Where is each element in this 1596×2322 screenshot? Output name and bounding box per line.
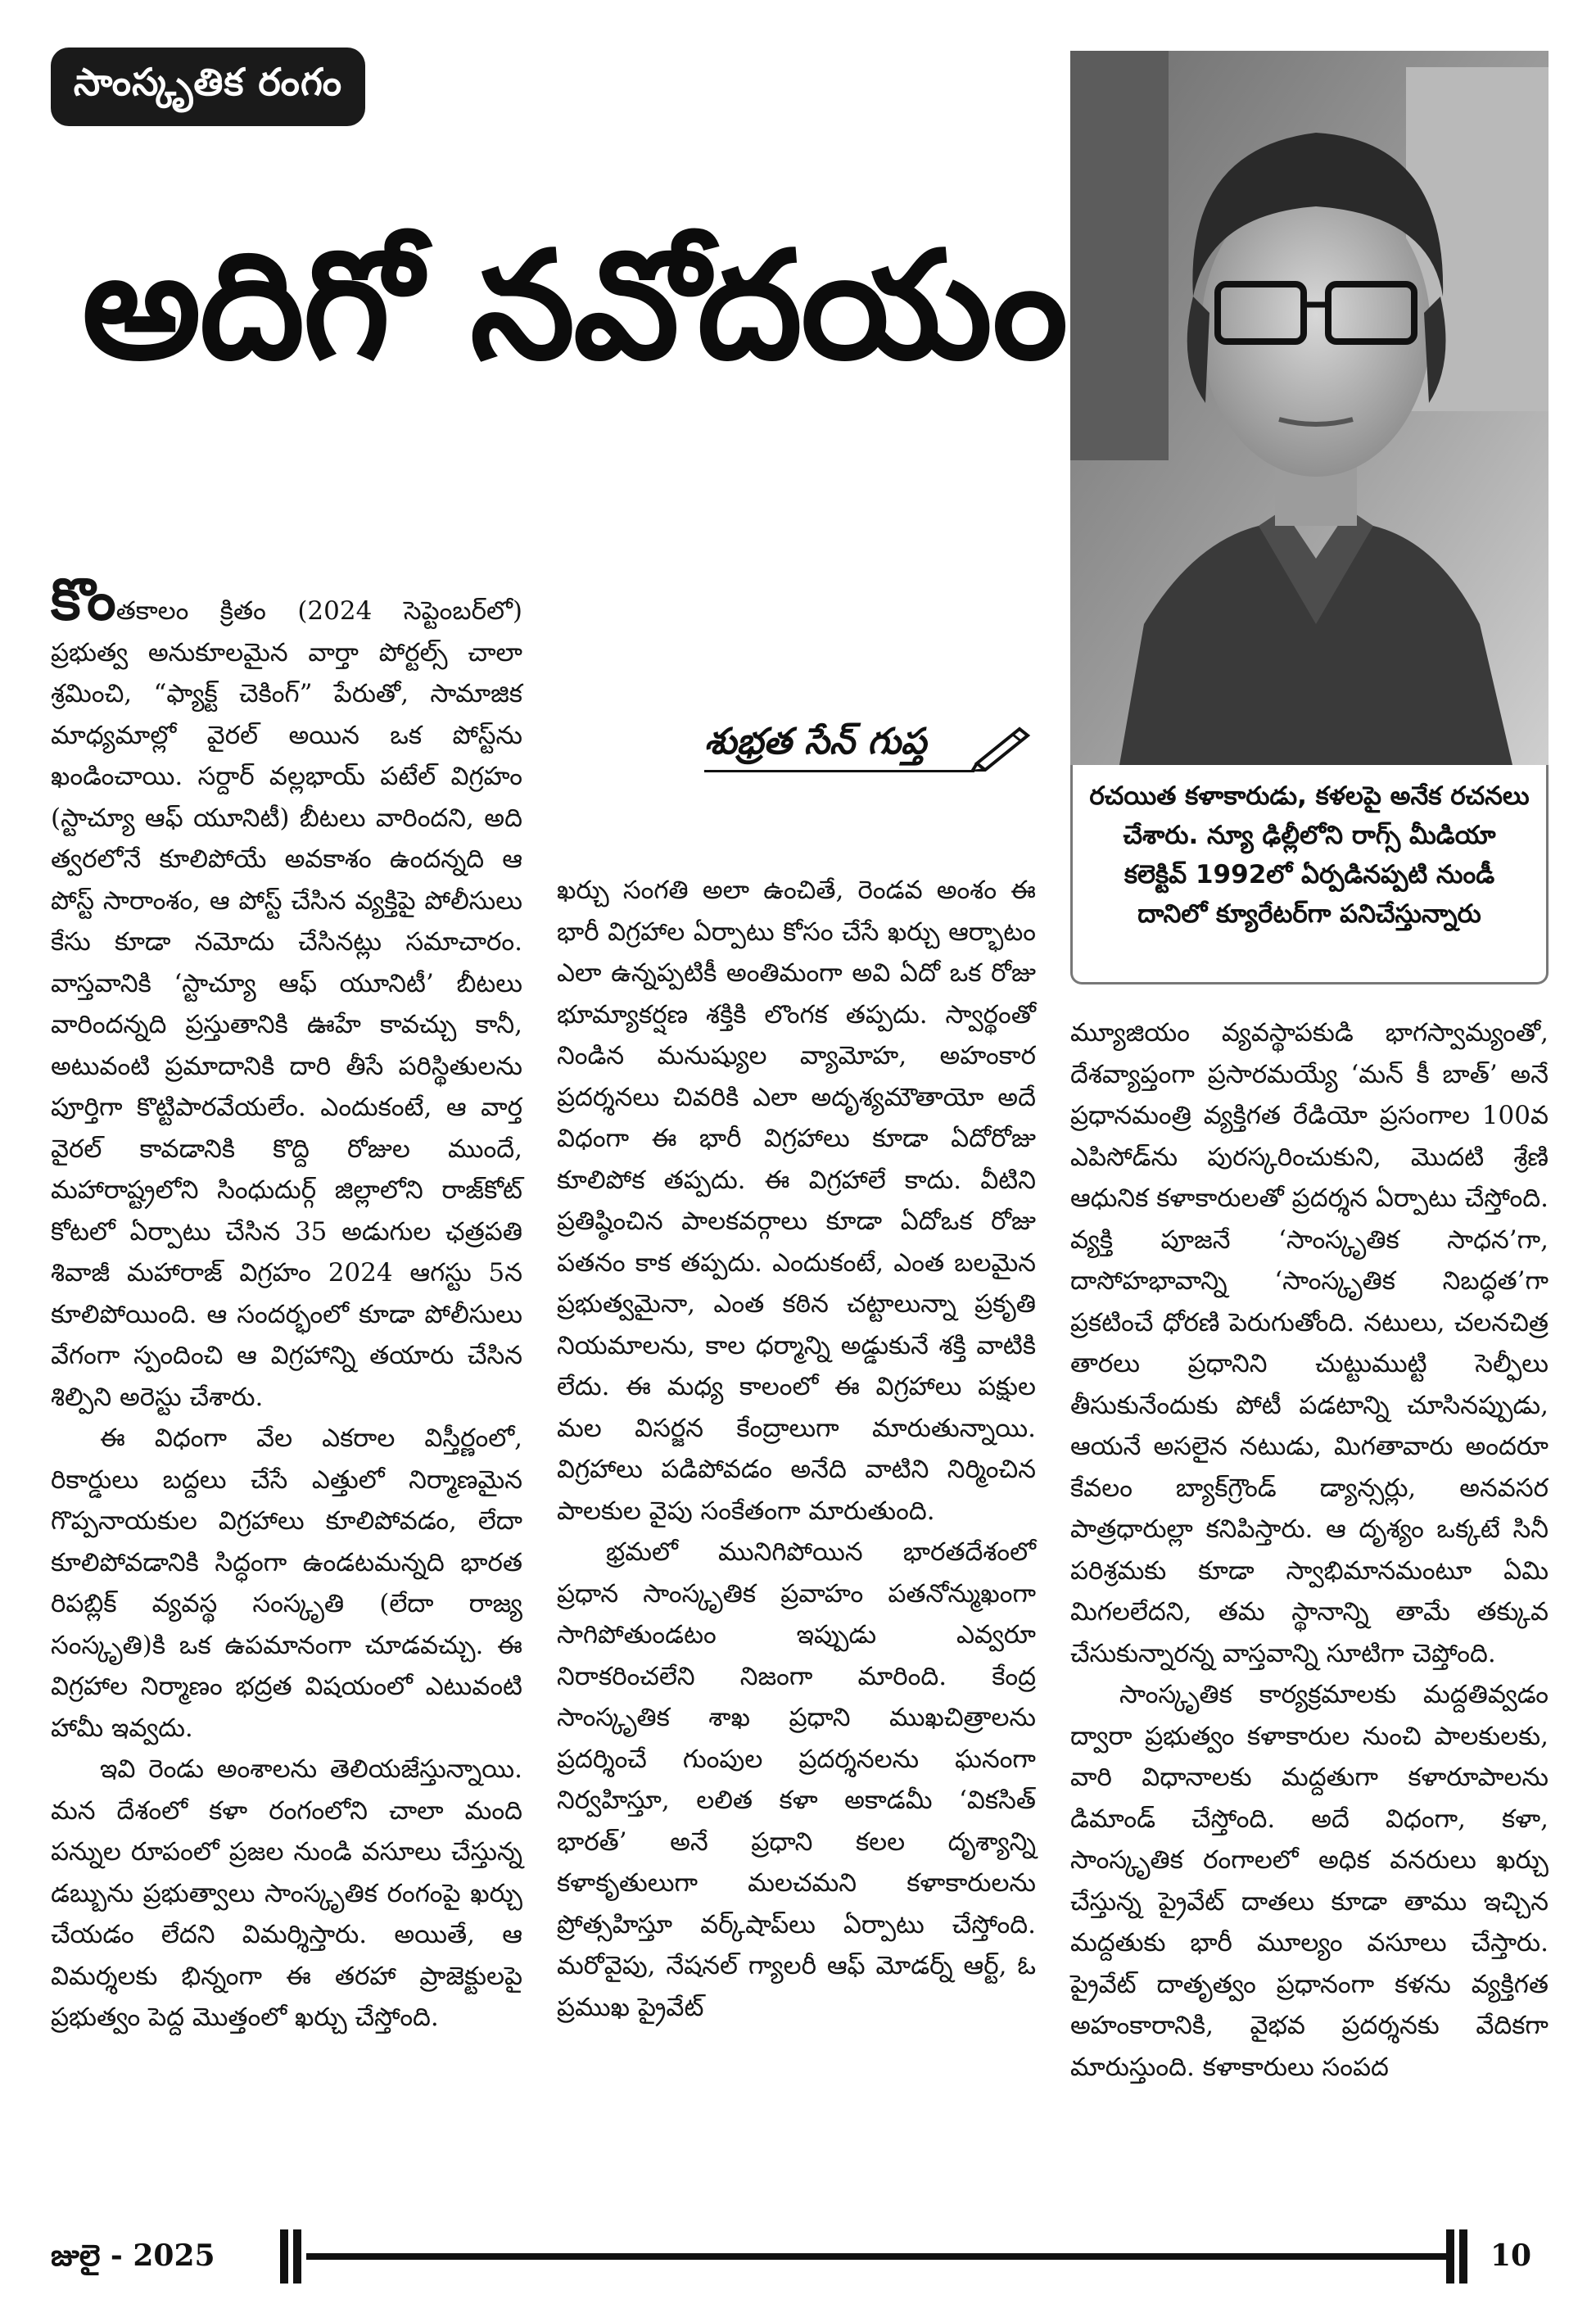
paragraph: మ్యూజియం వ్యవస్థాపకుడి భాగస్వామ్యంతో, దేశవ్యాప్తంగా ప్రసారమయ్యే ‘మన్ కీ బాత్’ అనే ప్రధానమంత్రి వ్యక్తిగత రేడియో ప్రసంగాల 100వ ఎపిసోడ్‌ను పురస్కరించుకుని, మొదటి శ్రేణి ఆధునిక కళాకారులతో ప్రదర్శన ఏర్పాటు చేస్తోంది. వ్యక్తి పూజనే ‘సాంస్కృతిక సాధన’గా, దాసోహభావాన్ని ‘సాంస్కృతిక నిబద్ధత’గా ప్రకటించే ధోరణి పెరుగుతోంది. నటులు, చలనచిత్ర తారలు ప్రధానిని చుట్టుముట్టి సెల్ఫీలు తీసుకునేందుకు పోటీ పడటాన్ని చూసినప్పుడు, ఆయనే అసలైన నటుడు, మిగతావారు అందరూ కేవలం బ్యాక్‌గ్రౌండ్ డ్యాన్సర్లు, అనవసర పాత్రధారుల్లా కనిపిస్తారు. ఆ దృశ్యం ఒక్కటే సినీ పరిశ్రమకు కూడా స్వాభిమానమంటూ ఏమి మిగలలేదని, తమ స్థానాన్ని తామే తక్కువ చేసుకున్నారన్న వాస్తవాన్ని సూటిగా చెప్తోంది. xyxy=(1070,1018,1549,1668)
paragraph: భ్రమలో మునిగిపోయిన భారతదేశంలో ప్రధాన సాంస్కృతిక ప్రవాహం పతనోన్ముఖంగా సాగిపోతుండటం ఇప్పుడు ఎవ్వరూ నిరాకరించలేని నిజంగా మారింది. కేంద్ర సాంస్కృతిక శాఖ ప్రధాని ముఖచిత్రాలను ప్రదర్శించే గుంపుల ప్రదర్శనలను ఘనంగా నిర్వహిస్తూ, లలిత కళా అకాడమీ ‘వికసిత్ భారత్’ అనే ప్రధాని కలల దృశ్యాన్ని కళాకృతులుగా మలచమని కళాకారులను ప్రోత్సహిస్తూ వర్క్‌షాప్‌లు ఏర్పాటు చేస్తోంది. మరోవైపు, నేషనల్ గ్యాలరీ ఆఫ్ మోడర్న్ ఆర్ట్, ఓ ప్రముఖ ప్రైవేట్ xyxy=(557,1537,1036,2022)
author-name: శుభ్రత సేన్ గుప్త xyxy=(704,721,927,763)
page-number: 10 xyxy=(1490,2238,1532,2273)
section-badge xyxy=(51,48,365,126)
footer-rule-cap-right-2 xyxy=(1459,2229,1467,2284)
byline xyxy=(704,721,1048,778)
photo-caption: రచయిత కళాకారుడు, కళలపై అనేక రచనలు చేశారు. న్యూ ఢిల్లీలోని రాగ్స్ మీడియా కలెక్టివ్ 1992లో ఏర్పడినప్పటి నుండీ దానిలో క్యూరేటర్‌గా పనిచేస్తున్నారు xyxy=(1089,781,1530,930)
photo-caption-box xyxy=(1070,765,1549,984)
article-column-3 xyxy=(1070,1012,1549,2088)
footer-rule-cap-right xyxy=(1446,2229,1454,2284)
byline-underline xyxy=(704,770,974,772)
paragraph: సాంస్కృతిక కార్యక్రమాలకు మద్దతివ్వడం ద్వారా ప్రభుత్వం కళాకారుల నుంచి పాలకులకు, వారి విధానాలకు మద్దతుగా కళారూపాలను డిమాండ్ చేస్తోంది. అదే విధంగా, కళా, సాంస్కృతిక రంగాలలో అధిక వనరులు ఖర్చు చేస్తున్న ప్రైవేట్ దాతలు కూడా తాము ఇచ్చిన మద్దతుకు భారీ మూల్యం వసూలు చేస్తారు. ప్రైవేట్ దాతృత్వం ప్రధానంగా కళను వ్యక్తిగత అహంకారానికి, వైభవ ప్రదర్శనకు వేదికగా మారుస్తుంది. కళాకారులు సంపద xyxy=(1070,1680,1549,2082)
drop-cap: కొం xyxy=(51,566,116,633)
footer-rule-cap-left-2 xyxy=(293,2229,301,2284)
footer-issue-date: జులై - 2025 xyxy=(51,2238,215,2273)
paragraph: ఈ విధంగా వేల ఎకరాల విస్తీర్ణంలో, రికార్డులు బద్దలు చేసే ఎత్తులో నిర్మాణమైన గొప్పనాయకుల విగ్రహాలు కూలిపోవడం, లేదా కూలిపోవడానికి సిద్ధంగా ఉండటమన్నది భారత రిపబ్లిక్ వ్యవస్థ సంస్కృతి (లేదా రాజ్య సంస్కృతి)కి ఒక ఉపమానంగా చూడవచ్చు. ఈ విగ్రహాల నిర్మాణం భద్రత విషయంలో ఎటువంటి హామీ ఇవ్వదు. xyxy=(51,1424,522,1743)
headline: అదిగో నవోదయం xyxy=(82,219,1067,392)
section-badge-label: సాంస్కృతిక రంగం xyxy=(73,60,343,104)
article-column-2 xyxy=(557,870,1036,2028)
author-photo xyxy=(1070,51,1549,765)
paragraph: ఇవి రెండు అంశాలను తెలియజేస్తున్నాయి. మన దేశంలో కళా రంగంలోని చాలా మంది పన్నుల రూపంలో ప్రజల నుండి వసూలు చేస్తున్న డబ్బును ప్రభుత్వాలు సాంస్కృతిక రంగంపై ఖర్చు చేయడం లేదని విమర్శిస్తారు. అయితే, ఆ విమర్శలకు భిన్నంగా ఈ తరహా ప్రాజెక్టులపై ప్రభుత్వం పెద్ద మొత్తంలో ఖర్చు చేస్తోంది. xyxy=(51,1754,522,2032)
footer-rule-cap-left xyxy=(280,2229,288,2284)
article-column-1 xyxy=(51,566,522,2039)
footer-rule xyxy=(306,2253,1446,2260)
paragraph: కొంతకాలం క్రితం (2024 సెప్టెంబర్‌లో) ప్రభుత్వ అనుకూలమైన వార్తా పోర్టల్స్ చాలా శ్రమించి, “ఫ్యాక్ట్ చెకింగ్” పేరుతో, సామాజిక మాధ్యమాల్లో వైరల్ అయిన ఒక పోస్ట్‌ను ఖండించాయి. సర్దార్ వల్లభాయ్ పటేల్ విగ్రహం (స్టాచ్యూ ఆఫ్ యూనిటీ) బీటలు వారిందని, అది త్వరలోనే కూలిపోయే అవకాశం ఉందన్నది ఆ పోస్ట్ సారాంశం, ఆ పోస్ట్ చేసిన వ్యక్తిపై పోలీసులు కేసు కూడా నమోదు చేసినట్లు సమాచారం. వాస్తవానికి ‘స్టాచ్యూ ఆఫ్ యూనిటీ’ బీటలు వారిందన్నది ప్రస్తుతానికి ఊహే కావచ్చు కానీ, అటువంటి ప్రమాదానికి దారి తీసే పరిస్థితులను పూర్తిగా కొట్టిపారవేయలేం. ఎందుకంటే, ఆ వార్త వైరల్ కావడానికి కొద్ది రోజుల ముందే, మహారాష్ట్రలోని సింధుదుర్గ్ జిల్లాలోని రాజ్‌కోట్ కోటలో ఏర్పాటు చేసిన 35 అడుగుల ఛత్రపతి శివాజీ మహారాజ్ విగ్రహం 2024 ఆగస్టు 5న కూలిపోయింది. ఆ సందర్భంలో కూడా పోలీసులు వేగంగా స్పందించి ఆ విగ్రహాన్ని తయారు చేసిన శిల్పిని అరెస్టు చేశారు. xyxy=(51,566,522,1412)
paragraph: ఖర్చు సంగతి అలా ఉంచితే, రెండవ అంశం ఈ భారీ విగ్రహాల ఏర్పాటు కోసం చేసే ఖర్చు ఆర్భాటం ఎలా ఉన్నప్పటికీ అంతిమంగా అవి ఏదో ఒక రోజు భూమ్యాకర్షణ శక్తికి లొంగక తప్పదు. స్వార్థంతో నిండిన మనుష్యుల వ్యామోహ, అహంకార ప్రదర్శనలు చివరికి ఎలా అదృశ్యమౌతాయో అదే విధంగా ఈ భారీ విగ్రహాలు కూడా ఏదోరోజు కూలిపోక తప్పదు. ఈ విగ్రహాలే కాదు. వీటిని ప్రతిష్ఠించిన పాలకవర్గాలు కూడా ఏదోఒక రోజు పతనం కాక తప్పదు. ఎందుకంటే, ఎంత బలమైన ప్రభుత్వమైనా, ఎంత కఠిన చట్టాలున్నా ప్రకృతి నియమాలను, కాల ధర్మాన్ని అడ్డుకునే శక్తి వాటికి లేదు. ఈ మధ్య కాలంలో ఈ విగ్రహాలు పక్షుల మల విసర్జన కేంద్రాలుగా మారుతున్నాయి. విగ్రహాలు పడిపోవడం అనేది వాటిని నిర్మించిన పాలకుల వైపు సంకేతంగా మారుతుంది. xyxy=(557,876,1036,1526)
pen-icon xyxy=(970,721,1036,772)
